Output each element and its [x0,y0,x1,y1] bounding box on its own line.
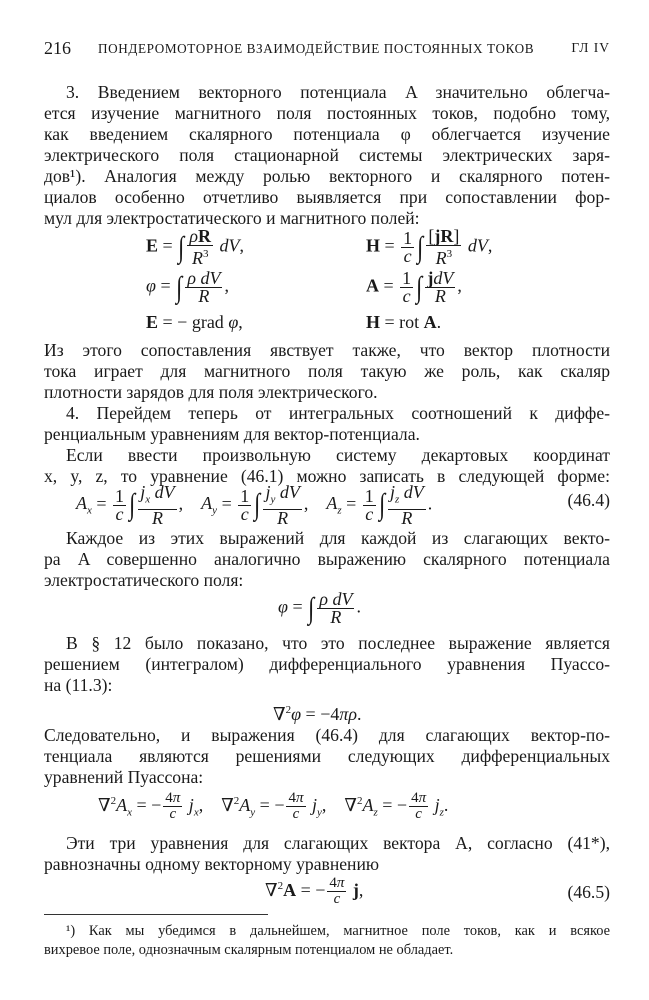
equation-46-4: $A_x$ = $\frac{1}{c}$ ∫ $\frac{j_x dV}{R}$ , $A_y$ = $\frac{1}{c}$ ∫ $\frac{j_y dV}{R}$ , $A_z$ = $\frac{1}{c}$ ∫ $\frac{j_z dV}{R}$ . [76,482,433,528]
text-line: 3. Введением векторного потенциала A значительно облегча- [66,82,610,102]
text-line: Если ввести произвольную систему декартовых координат [66,445,610,465]
formula-A-integral: A = $\frac{1}{c}$ ∫ $\frac{\text{jdV}}{R}$ , [366,268,462,306]
formula-poisson-components: $\nabla^2A_x$ = − $\frac{4\pi}{c}$ $j_x$, $\nabla^2A_y$ = − $\frac{4\pi}{c}$ $j_y$, $\nabla^2A_z$ = − $\frac{4\pi}{c}$ $j_z$. [98,790,449,823]
text-line: дов¹). Аналогия между ролью векторного и скалярного потен- [44,166,610,186]
formula-H-rot: H = rot A. [366,312,442,332]
equation-number-46-5: (46.5) [567,882,610,902]
text-line: ется изучение магнитного поля постоянных токов, подобно тому, [44,103,610,123]
equation-46-5: ∇$^2$A = − $\frac{4\pi}{c}$ j, [265,875,364,908]
formula-phi-integral: φ = ∫ $\frac{\text{ρ dV}}{R}$ , [146,268,229,306]
running-header [44,36,610,60]
page-number: 216 [44,38,71,58]
text-line: ра A совершенно аналогично выражению скалярного потенциала [44,549,610,569]
text-line: Каждое из этих выражений для каждой из слагающих векто- [66,528,610,548]
chapter-label: ГЛ IV [571,40,610,55]
text-line: решением (интегралом) дифференциального уравнения Пуассо- [44,654,610,674]
text-line: мул для электростатического и магнитного полей: [44,208,420,228]
text-line: В § 12 было показано, что это последнее выражение является [66,633,610,653]
footnote-line: вихревое поле, однозначным скалярным потенциалом не обладает. [44,942,454,958]
text-line: тенциала являются решениями следующих дифференциальных [44,746,610,766]
formula-poisson-scalar: ∇$^2$φ = −4πρ. [273,704,362,724]
text-line: на (11.3): [44,675,113,695]
formula-E-grad: E = − grad φ, [146,312,243,332]
text-line: как введением скалярного потенциала φ облегчается изучение [44,124,610,144]
text-line: Эти три уравнения для слагающих вектора A, согласно (41*), [66,833,610,853]
text-line: плотности зарядов для поля электрического. [44,382,378,402]
text-line: циалов особенно отчетливо выявляется при сопоставлении фор- [44,187,610,207]
formula-phi-scalar: φ = ∫ $\frac{\text{ρ dV}}{R}$ . [278,589,361,627]
text-line: Из этого сопоставления явствует также, что вектор плотности [44,340,610,360]
formula-E-integral: E = ∫ $\frac{\rho R}{R^3}$ dV, [146,226,245,268]
text-line: ренциальным уравнениям для вектор-потенциала. [44,424,420,444]
text-line: равнозначны одному векторному уравнению [44,854,380,874]
text-line: x, y, z, то уравнение (46.1) можно записать в следующей форме: [44,466,610,486]
text-line: уравнений Пуассона: [44,767,204,787]
text-line: Следовательно, и выражения (46.4) для слагающих вектор-по- [44,725,610,745]
text-line: тока играет для магнитного поля такую же роль, как скаляр [44,361,610,381]
formula-H-integral: H = $\frac{1}{c}$ ∫ $\frac{[jR]}{R^3}$ dV, [366,226,493,268]
equation-number-46-4: (46.4) [567,490,610,510]
text-line: электрического поля стационарной системы электрических заря- [44,145,610,165]
running-title: ПОНДЕРОМОТОРНОЕ ВЗАИМОДЕЙСТВИЕ ПОСТОЯННЫХ ТОКОВ [98,41,535,56]
text-line: 4. Перейдем теперь от интегральных соотношений к диффе- [66,403,610,423]
text-line: электростатического поля: [44,570,244,590]
footnote-line: ¹) Как мы убедимся в дальнейшем, магнитное поле токов, как и всякое [66,923,610,939]
footnote-rule [44,914,268,915]
